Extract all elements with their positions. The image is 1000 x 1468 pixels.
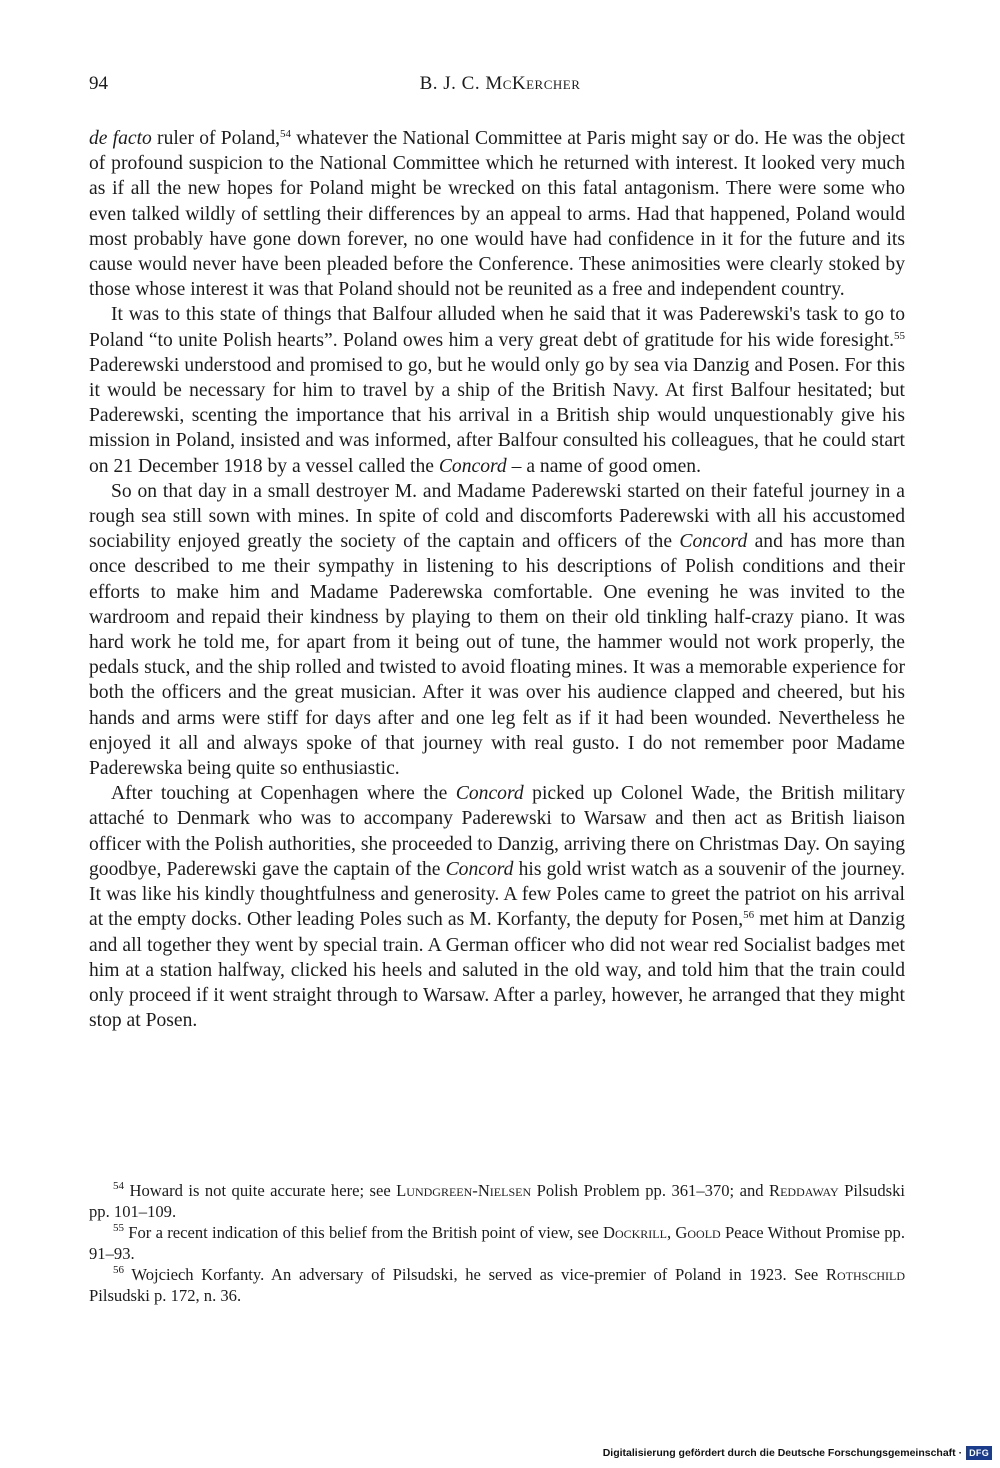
paragraph-4 <box>89 781 905 1033</box>
text-run: Peace Without Promise pp. 91–93. <box>89 1223 905 1263</box>
text-run: met him at Danzig and all together they went by special train. A German officer who did not wear red Socialist badges met him at a station halfway, clicked his heels and saluted in the old way, and told him that the train could only proceed if it went straight through to Warsaw. After a parley, however, he arranged that they might stop at Posen. <box>89 909 905 1032</box>
cited-author: Reddaway <box>769 1181 839 1200</box>
text-run: ruler of Poland, <box>151 128 281 149</box>
text-run: Wojciech Korfanty. An adversary of Pilsudski, he served as vice-premier of Poland in 1923. See <box>124 1265 826 1284</box>
paragraph-2 <box>89 302 905 478</box>
author-initials: B. J. C. <box>419 73 481 94</box>
footnotes <box>89 1180 905 1306</box>
ship-name: Concord <box>455 783 524 805</box>
body-text <box>89 126 905 1033</box>
text-run: Pilsudski pp. 101–109. <box>89 1181 906 1221</box>
funding-note: Digitalisierung gefördert durch die Deutsche Forschungsgemeinschaft · <box>602 1447 963 1459</box>
text-run: Paderewski understood and promised to go, but he would only go by sea via Danzig and Posen. For this it would be necessary for him to travel by a ship of the British Navy. At first Balfour hesitated; but Paderewski, scenting the importance that his arrival in a British ship would unquestionably give his mission in Poland, insisted and was informed, after Balfour consulted his colleagues, that he could start on 21 December 1918 by a vessel called the <box>89 354 905 477</box>
dfg-logo: DFG <box>966 1446 992 1460</box>
author-surname: McKercher <box>485 73 581 94</box>
text-run: For a recent indication of this belief from the British point of view, see <box>124 1223 603 1242</box>
footnote-number: 54 <box>113 1180 124 1192</box>
text-run: whatever the National Committee at Paris might say or do. He was the object of profound suspicion to the National Committee which he returned with interest. It looked very much as if all the new hopes for Poland might be wrecked on this fatal antagonism. There were some who even talked wildly of settling their differences by an appeal to arms. Had that happened, Poland would most probably have gone down forever, no one would have had confidence in it for the future and its cause would never have been pleaded before the Conference. These animosities were clearly stoked by those whose interest it was that Poland should not be reunited as a free and independent country. <box>89 128 905 301</box>
ship-name: Concord <box>679 531 748 553</box>
ship-name: Concord <box>445 858 514 880</box>
text-run: and has more than once described to me their sympathy in listening to his descriptions of Polish conditions and their efforts to make him and Madame Paderewska comfortable. One evening he was invited to the wardroom and repaid their kindness by playing to them on their old tinkling half-crazy piano. It was hard work he told me, for apart from it being out of tune, the hammer would not work properly, the pedals stuck, and the ship rolled and twisted to avoid floating mines. It was a memorable experience for both the officers and the great musician. After it was over his audience clapped and cheered, but his hands and arms were stiff for days after and one leg felt as if it had been wounded. Nevertheless he enjoyed it all and always spoke of that journey with real gusto. I do not remember poor Madame Paderewska being quite so enthusiastic. <box>89 531 905 780</box>
text-run: his gold wrist watch as a souvenir of the journey. It was like his kindly thoughtfulness and generosity. A few Poles came to greet the patriot on his arrival at the empty docks. Other leading Poles such as M. Korfanty, the deputy for Posen, <box>89 858 906 931</box>
text-run: After touching at Copenhagen where the <box>111 783 456 805</box>
text-run: Pilsudski p. 172, n. 36. <box>89 1286 242 1305</box>
running-head <box>0 73 1000 95</box>
footnote-ref-54[interactable]: 54 <box>280 128 292 140</box>
text-run: Polish Problem pp. 361–370; and <box>531 1181 770 1200</box>
cited-author: Rothschild <box>825 1265 905 1284</box>
cited-author: Dockrill, Goold <box>602 1223 721 1242</box>
ship-name: Concord <box>438 455 507 477</box>
footnote-55 <box>89 1222 905 1264</box>
footnote-54 <box>89 1180 905 1222</box>
text-run: So on that day in a small destroyer M. and Madame Paderewski started on their fateful journey in a rough sea still sown with mines. In spite of cold and discomforts Paderewski with all his accustomed sociability enjoyed greatly the society of the captain and officers of the <box>89 480 905 553</box>
footnote-56 <box>89 1264 905 1306</box>
text-run: Howard is not quite accurate here; see <box>124 1181 397 1200</box>
text-run: picked up Colonel Wade, the British military attaché to Denmark who was to accompany Paderewski to Warsaw and then act as British liaison officer with the Polish authorities, she proceeded to Danzig, arriving there on Christmas Day. On saying goodbye, Paderewski gave the captain of the <box>89 783 905 880</box>
footer-bar <box>603 1446 992 1460</box>
footnote-number: 56 <box>113 1264 124 1276</box>
paragraph-3 <box>89 479 905 781</box>
footnote-ref-55[interactable]: 55 <box>894 329 905 342</box>
page-number: 94 <box>89 73 108 94</box>
text-run: de facto <box>89 128 152 149</box>
footnote-number: 55 <box>113 1222 124 1234</box>
footnote-ref-56[interactable]: 56 <box>743 909 755 922</box>
text-run: – a name of good omen. <box>506 455 701 477</box>
text-run: It was to this state of things that Balfour alluded when he said that it was Paderewski's task to go to Poland “to unite Polish hearts”. Poland owes him a very great debt of gratitude for his wide foresight. <box>89 304 905 351</box>
paragraph-1 <box>89 126 905 302</box>
cited-author: Lundgreen-Nielsen <box>396 1181 532 1200</box>
